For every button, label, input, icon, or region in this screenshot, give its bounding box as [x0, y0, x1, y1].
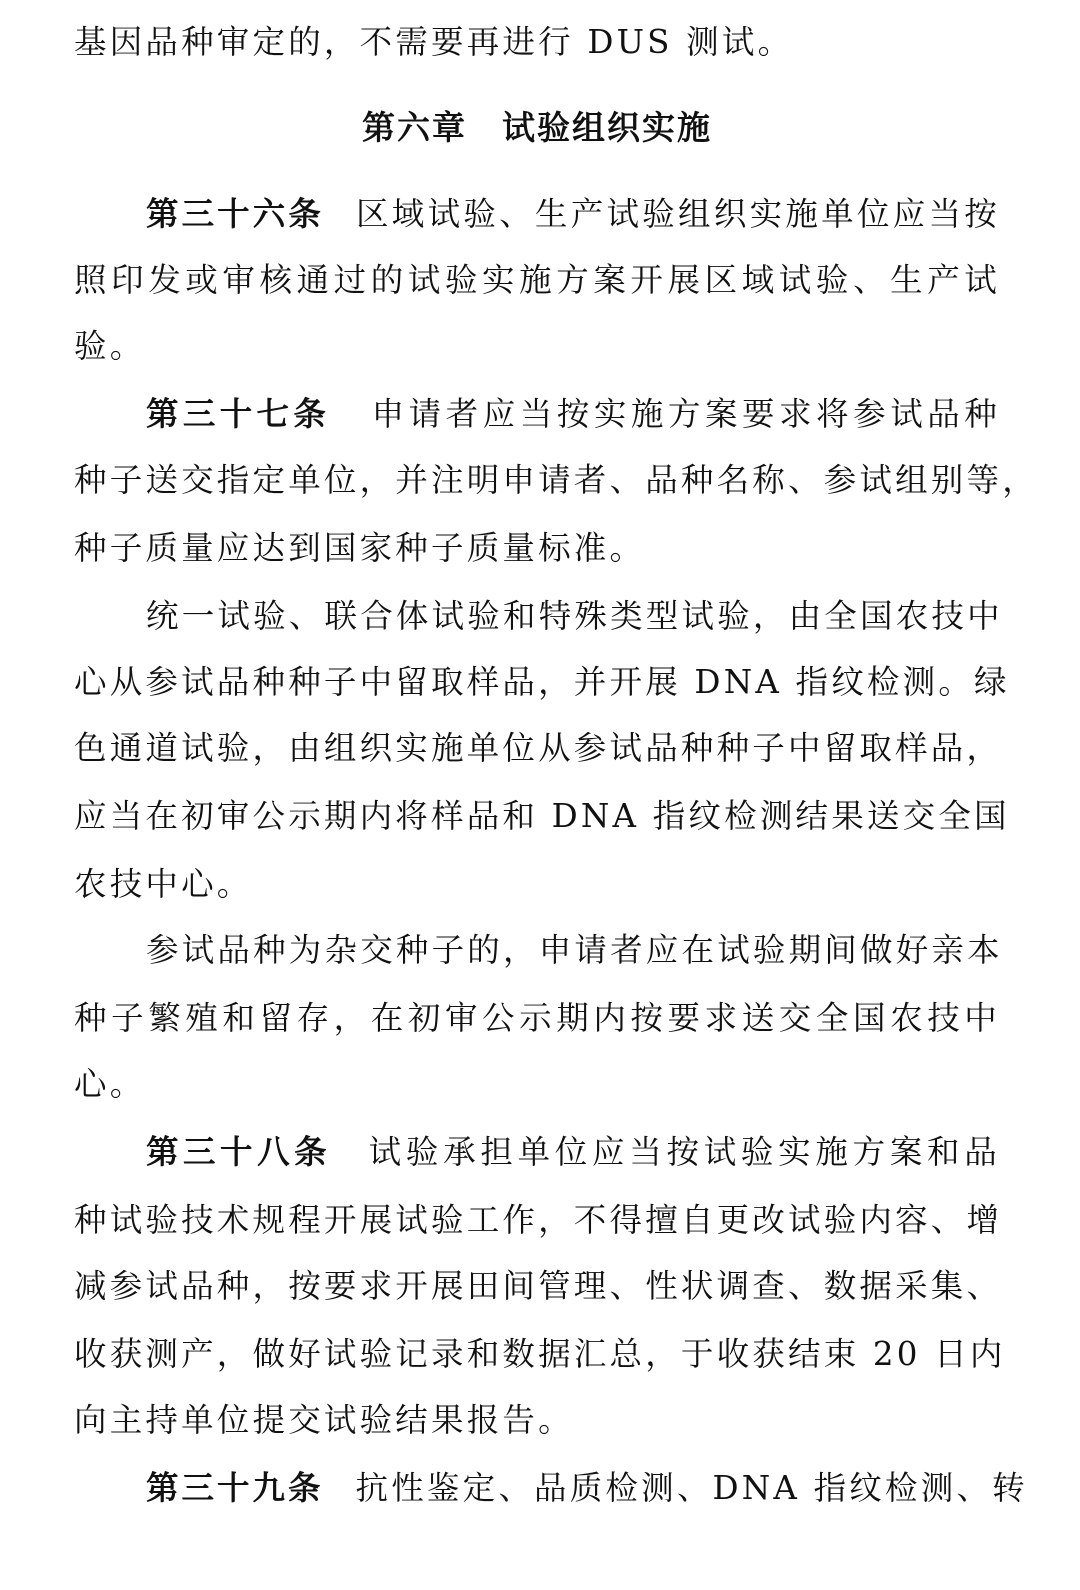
article-37-para2-line-2: 心从参试品种种子中留取样品，并开展 DNA 指纹检测。绿	[74, 663, 1010, 701]
article-38-line-5: 向主持单位提交试验结果报告。	[74, 1401, 574, 1439]
article-37-para2-line-3: 色通道试验，由组织实施单位从参试品种种子中留取样品，	[74, 729, 1003, 767]
article-38-line-1	[146, 1130, 1000, 1174]
article-37-para3-line-1: 参试品种为杂交种子的，申请者应在试验期间做好亲本	[146, 931, 1003, 969]
article-37-para2-line-5: 农技中心。	[74, 865, 253, 903]
article-36-number: 第三十六条	[146, 195, 324, 233]
article-37-line-1	[146, 392, 1000, 436]
article-37-line-3: 种子质量应达到国家种子质量标准。	[74, 529, 646, 567]
article-38-text-1: 试验承担单位应当按试验实施方案和品	[367, 1133, 1000, 1171]
article-36-line-3: 验。	[74, 327, 146, 365]
article-39-text-1: 抗性鉴定、品质检测、DNA 指纹检测、转	[355, 1469, 1028, 1507]
article-38-line-2: 种试验技术规程开展试验工作，不得擅自更改试验内容、增	[74, 1201, 1003, 1239]
article-36-line-2: 照印发或审核通过的试验实施方案开展区域试验、生产试	[74, 261, 1000, 299]
article-37-para3-line-2: 种子繁殖和留存，在初审公示期内按要求送交全国农技中	[74, 999, 1000, 1037]
article-36-text-1: 区域试验、生产试验组织实施单位应当按	[355, 195, 1000, 233]
article-37-para2-line-4: 应当在初审公示期内将样品和 DNA 指纹检测结果送交全国	[74, 797, 1010, 835]
article-38-line-4: 收获测产，做好试验记录和数据汇总，于收获结束 20 日内	[74, 1335, 1006, 1373]
chapter-heading: 第六章 试验组织实施	[362, 108, 712, 147]
article-37-para2-line-1: 统一试验、联合体试验和特殊类型试验，由全国农技中	[146, 597, 1003, 635]
article-37-para3-line-3: 心。	[74, 1065, 146, 1103]
article-36-line-1	[146, 192, 1000, 236]
continued-text-line: 基因品种审定的，不需要再进行 DUS 测试。	[74, 23, 794, 61]
article-37-line-2: 种子送交指定单位，并注明申请者、品种名称、参试组别等，	[74, 461, 1038, 499]
article-39-line-1	[146, 1466, 1028, 1510]
article-39-number: 第三十九条	[146, 1469, 324, 1507]
article-38-line-3: 减参试品种，按要求开展田间管理、性状调查、数据采集、	[74, 1267, 1003, 1305]
article-37-text-1: 申请者应当按实施方案要求将参试品种	[370, 395, 1000, 433]
article-37-number: 第三十七条	[146, 395, 331, 433]
article-38-number: 第三十八条	[146, 1133, 332, 1171]
